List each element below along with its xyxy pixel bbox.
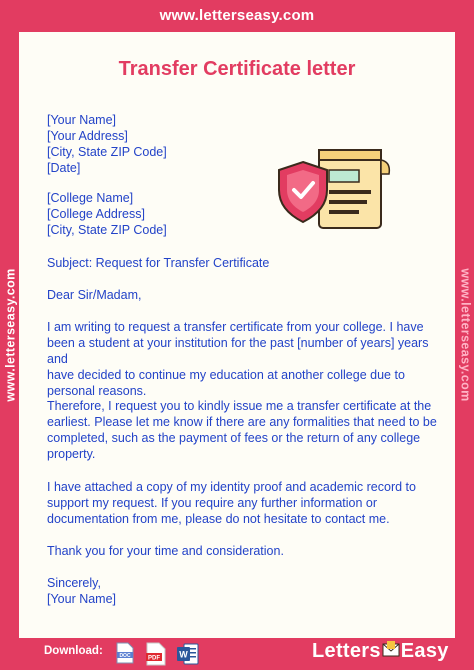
recipient-line: [College Address] — [47, 207, 145, 221]
paragraph-line: I have attached a copy of my identity proof and academic record to — [47, 480, 416, 494]
envelope-icon — [382, 640, 400, 663]
brand-logo[interactable] — [312, 640, 449, 663]
doc-file-label: DOC — [119, 653, 131, 659]
closing-block — [47, 575, 442, 607]
paragraph-line: documentation from me, please do not hesitate to contact me. — [47, 512, 390, 526]
side-watermark-right: www.letterseasy.com — [458, 268, 473, 402]
letter-sheet — [19, 32, 455, 638]
paragraph-line: completed, such as the payment of fees or the return of any college — [47, 431, 421, 445]
certificate-shield-check-icon — [277, 140, 407, 240]
paragraph-line: earliest. Please let me know if there are any formalities that need to be — [47, 415, 437, 429]
site-url-header[interactable]: www.letterseasy.com — [159, 7, 315, 24]
closing-line: Sincerely, — [47, 576, 101, 590]
download-bar — [0, 638, 474, 670]
subject-line: Subject: Request for Transfer Certificate — [47, 256, 270, 270]
paragraph-line: property. — [47, 447, 96, 461]
paragraph-line: personal reasons. — [47, 384, 147, 398]
brand-letters: Letters — [312, 640, 381, 662]
paragraph-line: have decided to continue my education at another college due to — [47, 368, 405, 382]
paragraph-line: been a student at your institution for the past [number of years] years and — [47, 336, 429, 366]
download-label: Download: — [44, 645, 103, 657]
paragraph-3 — [47, 479, 442, 527]
side-watermark-left: www.letterseasy.com — [3, 268, 18, 402]
sender-line: [City, State ZIP Code] — [47, 145, 167, 159]
pdf-file-label: PDF — [148, 655, 160, 662]
recipient-line: [City, State ZIP Code] — [47, 223, 167, 237]
paragraph-2 — [47, 398, 442, 462]
letter-title: Transfer Certificate letter — [118, 58, 356, 80]
recipient-line: [College Name] — [47, 191, 134, 205]
pdf-file-icon[interactable] — [146, 642, 166, 666]
paragraph-line: I am writing to request a transfer certificate from your college. I have — [47, 320, 424, 334]
paragraph-line: Therefore, I request you to kindly issue me a transfer certificate at the — [47, 399, 432, 413]
signature-name: [Your Name] — [47, 592, 117, 606]
thanks-line: Thank you for your time and consideration. — [47, 544, 284, 558]
paragraph-1 — [47, 319, 442, 399]
salutation: Dear Sir/Madam, — [47, 288, 142, 302]
sender-line: [Date] — [47, 161, 81, 175]
brand-easy: Easy — [400, 640, 449, 662]
doc-file-icon[interactable] — [116, 642, 134, 664]
word-file-icon[interactable] — [177, 642, 199, 666]
sender-line: [Your Name] — [47, 113, 117, 127]
paragraph-line: support my request. If you require any further information or — [47, 496, 378, 510]
sender-line: [Your Address] — [47, 129, 128, 143]
word-file-label: W — [179, 649, 188, 660]
